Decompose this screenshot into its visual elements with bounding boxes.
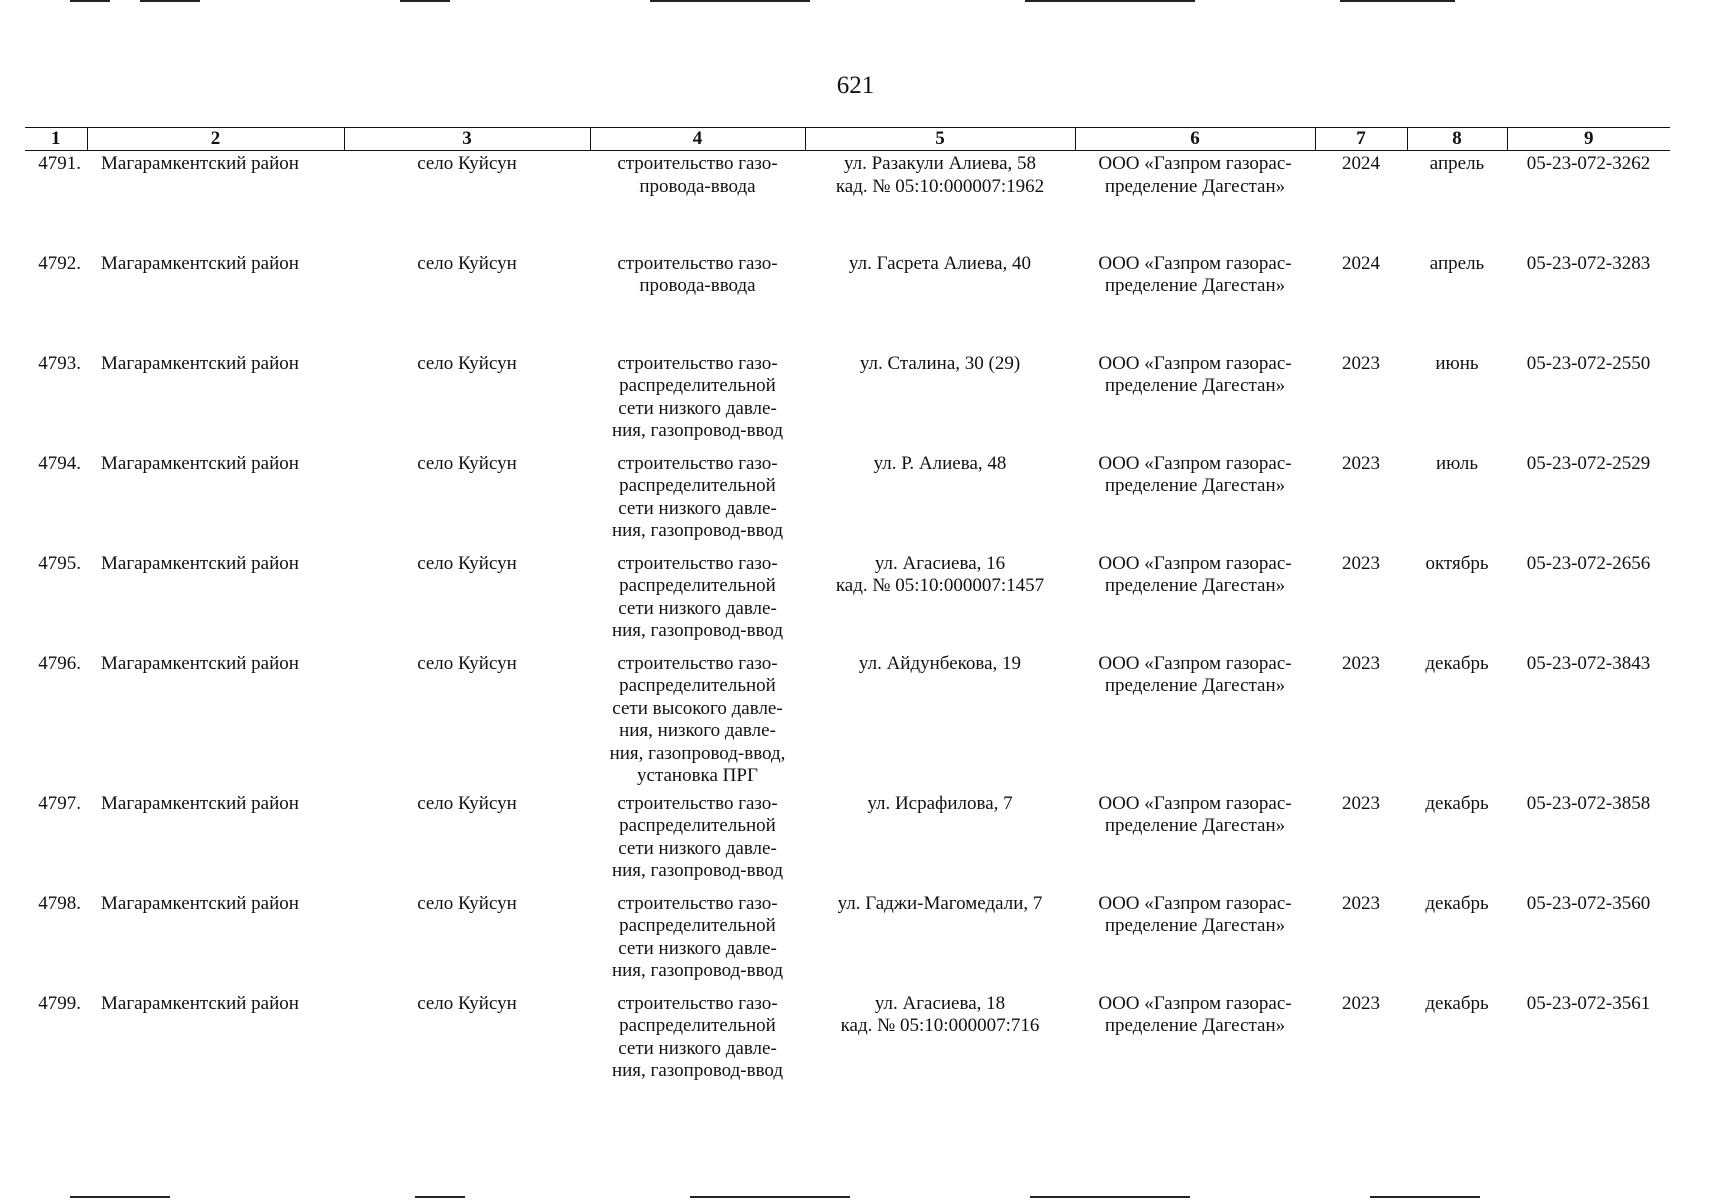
address-cell: ул. Агасиева, 16 кад. № 05:10:000007:1457	[835, 552, 1045, 597]
scan-edge-rule	[70, 0, 110, 2]
row-number: 4796.	[38, 652, 81, 674]
work-type-cell: строительство газо- провода-ввода	[617, 252, 778, 297]
row-number: 4793.	[38, 352, 81, 374]
column-header: 3	[344, 128, 590, 151]
district-cell: Магарамкентский район	[101, 792, 299, 814]
page-number: 621	[836, 72, 875, 99]
organization-cell: ООО «Газпром газорас- пределение Дагестан»	[1098, 552, 1292, 597]
code-cell: 05-23-072-3283	[1526, 252, 1651, 274]
month-cell: декабрь	[1425, 792, 1489, 814]
code-cell: 05-23-072-2550	[1526, 352, 1651, 374]
code-cell: 05-23-072-3561	[1526, 992, 1651, 1014]
month-cell: декабрь	[1425, 892, 1489, 914]
organization-cell: ООО «Газпром газорас- пределение Дагестан»	[1098, 992, 1292, 1037]
district-cell: Магарамкентский район	[101, 992, 299, 1014]
row-number: 4791.	[38, 153, 81, 175]
settlement-cell: село Куйсун	[417, 992, 517, 1014]
organization-cell: ООО «Газпром газорас- пределение Дагестан»	[1098, 452, 1292, 497]
row-number: 4795.	[38, 552, 81, 574]
column-header: 7	[1315, 128, 1407, 151]
column-header: 1	[25, 128, 87, 151]
organization-cell: ООО «Газпром газорас- пределение Дагестан»	[1098, 892, 1292, 937]
scan-edge-rule	[650, 0, 810, 2]
scan-edge-rule	[400, 0, 450, 2]
table-row	[25, 891, 1670, 991]
row-number: 4792.	[38, 252, 81, 274]
work-type-cell: строительство газо- распределительной сети низкого давле- ния, газопровод-ввод	[611, 352, 784, 442]
work-type-cell: строительство газо- распределительной сети низкого давле- ния, газопровод-ввод	[611, 792, 784, 882]
month-cell: апрель	[1429, 153, 1485, 175]
scan-edge-rule	[140, 0, 200, 2]
code-cell: 05-23-072-2529	[1526, 452, 1651, 474]
district-cell: Магарамкентский район	[101, 352, 299, 374]
year-cell: 2023	[1342, 652, 1380, 674]
scan-edge-rule	[1340, 0, 1455, 2]
address-cell: ул. Айдунбекова, 19	[858, 652, 1022, 674]
address-cell: ул. Гаджи-Магомедали, 7	[837, 892, 1043, 914]
column-number-header-row	[25, 128, 1670, 151]
work-type-cell: строительство газо- распределительной сети высокого давле- ния, низкого давле- ния, газопровод-ввод, установка ПРГ	[609, 652, 786, 786]
organization-cell: ООО «Газпром газорас- пределение Дагестан»	[1098, 153, 1292, 197]
code-cell: 05-23-072-3858	[1526, 792, 1651, 814]
address-cell: ул. Р. Алиева, 48	[873, 452, 1007, 474]
year-cell: 2023	[1342, 992, 1380, 1014]
row-number: 4799.	[38, 992, 81, 1014]
address-cell: ул. Агасиева, 18 кад. № 05:10:000007:716	[840, 992, 1040, 1037]
month-cell: декабрь	[1425, 652, 1489, 674]
year-cell: 2023	[1342, 552, 1380, 574]
settlement-cell: село Куйсун	[417, 452, 517, 474]
month-cell: апрель	[1429, 252, 1485, 274]
month-cell: июль	[1435, 452, 1479, 474]
table-row	[25, 151, 1670, 251]
column-header: 9	[1507, 128, 1670, 151]
district-cell: Магарамкентский район	[101, 652, 299, 674]
address-cell: ул. Гасрета Алиева, 40	[848, 252, 1032, 274]
work-type-cell: строительство газо- распределительной сети низкого давле- ния, газопровод-ввод	[611, 992, 784, 1082]
work-type-cell: строительство газо- распределительной сети низкого давле- ния, газопровод-ввод	[611, 452, 784, 542]
year-cell: 2023	[1342, 792, 1380, 814]
address-cell: ул. Исрафилова, 7	[867, 792, 1013, 814]
table-row	[25, 651, 1670, 791]
address-cell: ул. Разакули Алиева, 58 кад. № 05:10:000007:1962	[835, 153, 1045, 197]
district-cell: Магарамкентский район	[101, 153, 299, 175]
work-type-cell: строительство газо- распределительной сети низкого давле- ния, газопровод-ввод	[611, 892, 784, 982]
year-cell: 2024	[1342, 252, 1380, 274]
column-header: 6	[1075, 128, 1315, 151]
year-cell: 2023	[1342, 892, 1380, 914]
district-cell: Магарамкентский район	[101, 892, 299, 914]
table-row	[25, 351, 1670, 451]
row-number: 4798.	[38, 892, 81, 914]
table-row	[25, 251, 1670, 351]
code-cell: 05-23-072-3560	[1526, 892, 1651, 914]
settlement-cell: село Куйсун	[417, 892, 517, 914]
scan-edge-rule	[1030, 1196, 1190, 1198]
organization-cell: ООО «Газпром газорас- пределение Дагестан»	[1098, 352, 1292, 397]
table-row	[25, 451, 1670, 551]
month-cell: июнь	[1435, 352, 1479, 374]
organization-cell: ООО «Газпром газорас- пределение Дагестан»	[1098, 252, 1292, 297]
district-cell: Магарамкентский район	[101, 252, 299, 274]
settlement-cell: село Куйсун	[417, 552, 517, 574]
table-row	[25, 991, 1670, 1091]
district-cell: Магарамкентский район	[101, 552, 299, 574]
scan-edge-rule	[415, 1196, 465, 1198]
gas-schedule-table	[25, 127, 1670, 1091]
district-cell: Магарамкентский район	[101, 452, 299, 474]
scan-edge-rule	[690, 1196, 850, 1198]
scan-edge-rule	[1370, 1196, 1480, 1198]
address-cell: ул. Сталина, 30 (29)	[859, 352, 1021, 374]
table-row	[25, 791, 1670, 891]
organization-cell: ООО «Газпром газорас- пределение Дагестан»	[1098, 792, 1292, 837]
code-cell: 05-23-072-2656	[1526, 552, 1651, 574]
column-header: 2	[87, 128, 344, 151]
table-row	[25, 551, 1670, 651]
year-cell: 2024	[1342, 153, 1380, 175]
month-cell: декабрь	[1425, 992, 1489, 1014]
row-number: 4797.	[38, 792, 81, 814]
column-header: 5	[805, 128, 1075, 151]
scan-edge-rule	[1025, 0, 1195, 2]
year-cell: 2023	[1342, 452, 1380, 474]
settlement-cell: село Куйсун	[417, 352, 517, 374]
year-cell: 2023	[1342, 352, 1380, 374]
work-type-cell: строительство газо- распределительной сети низкого давле- ния, газопровод-ввод	[611, 552, 784, 642]
settlement-cell: село Куйсун	[417, 792, 517, 814]
column-header: 4	[590, 128, 805, 151]
organization-cell: ООО «Газпром газорас- пределение Дагестан»	[1098, 652, 1292, 697]
code-cell: 05-23-072-3262	[1526, 153, 1651, 175]
month-cell: октябрь	[1425, 552, 1489, 574]
settlement-cell: село Куйсун	[417, 252, 517, 274]
scan-edge-rule	[70, 1196, 170, 1198]
column-header: 8	[1407, 128, 1507, 151]
code-cell: 05-23-072-3843	[1526, 652, 1651, 674]
settlement-cell: село Куйсун	[417, 652, 517, 674]
settlement-cell: село Куйсун	[417, 153, 517, 175]
row-number: 4794.	[38, 452, 81, 474]
work-type-cell: строительство газо- провода-ввода	[617, 153, 778, 197]
